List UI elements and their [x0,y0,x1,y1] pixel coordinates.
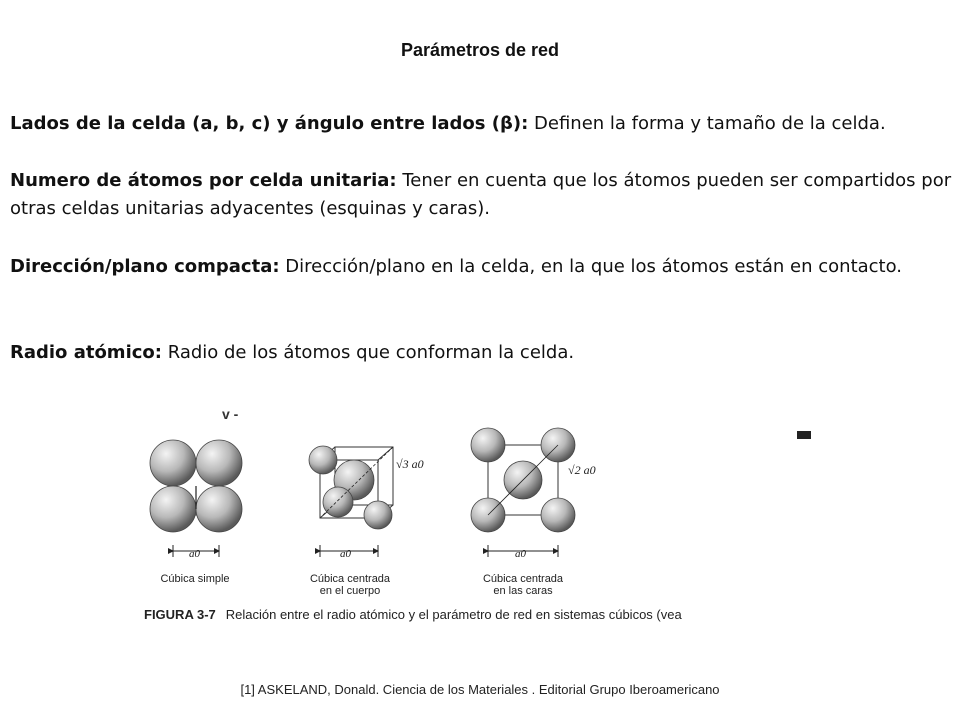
fcc-cell [471,428,575,557]
paragraph-atomic-radius [10,339,955,367]
atom [196,486,242,532]
atom [196,440,242,486]
scan-mark [797,431,811,439]
atom [471,428,505,462]
bcc-cell [309,446,393,557]
dimension-label: a0 [189,548,200,560]
atom [364,501,392,529]
paragraph-text: Definen la forma y tamaño de la celda. [528,113,886,134]
dimension-label: a0 [340,548,351,560]
dimension-label: a0 [515,548,526,560]
cell-label-fcc: Cúbica centrada en las caras [482,573,564,597]
simple-cubic-cell [150,440,242,557]
paragraph-term: Radio atómico: [10,342,162,363]
atom [323,487,353,517]
figure-number: FIGURA 3-7 [144,607,216,622]
diagonal-label: √3 a0 [396,457,424,471]
atom [541,498,575,532]
paragraph-term: Lados de la celda (a, b, c) y ángulo entre lados (β): [10,113,529,134]
paragraph-term: Dirección/plano compacta: [10,256,280,277]
paragraph-text: Tener en cuenta que los átomos pueden ser compartidos por otras celdas unitarias adyacentes (esquinas y caras). [10,170,952,219]
figure-caption [144,607,824,622]
atom [150,440,196,486]
diagonal-label: √2 a0 [568,463,596,477]
paragraph-text: Radio de los átomos que conforman la celda. [161,342,575,363]
page-title: Parámetros de red [400,40,560,60]
cell-label-bcc: Cúbica centrada en el cuerpo [309,573,391,597]
paragraph-atoms-per-cell [10,167,955,223]
paragraph-cell-sides [10,110,955,138]
figure-cubic-cells [140,405,830,640]
reference-citation: [1] ASKELAND, Donald. Ciencia de los Materiales . Editorial Grupo Iberoamericano [240,682,720,697]
paragraph-term: Numero de átomos por celda unitaria: [10,170,397,191]
scan-mark: v - [222,406,239,422]
atom [309,446,337,474]
atom [150,486,196,532]
paragraph-text: Dirección/plano en la celda, en la que los átomos están en contacto. [279,256,903,277]
paragraph-compact-direction [10,253,955,281]
cell-label-simple-cubic: Cúbica simple [160,573,230,585]
figure-caption-text: Relación entre el radio atómico y el parámetro de red en sistemas cúbicos (vea [225,607,682,622]
